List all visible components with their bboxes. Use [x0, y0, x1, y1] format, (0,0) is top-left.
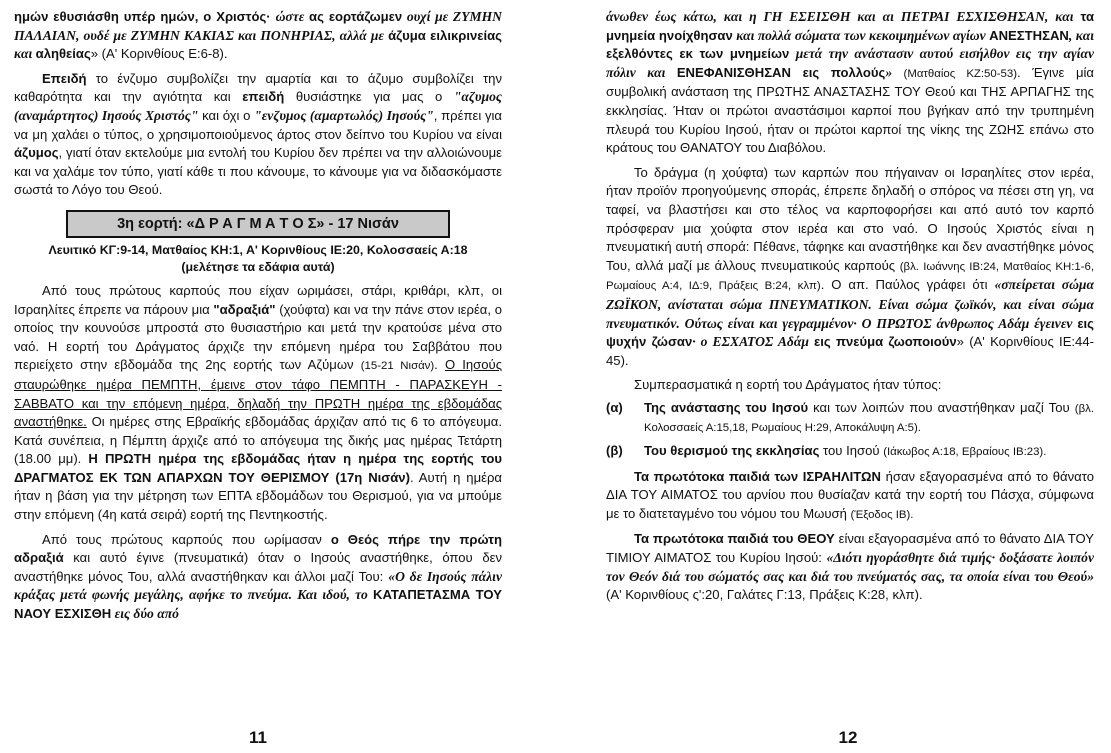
left-page: [14, 8, 502, 728]
paragraph: Τα πρωτότοκα παιδιά του ΘΕΟΥ είναι εξαγορασμένα από το θάνατο ΔΙΑ ΤΟΥ ΤΙΜΙΟΥ ΑΙΜΑΤΟΣ του Κυρίου Ιησού: «Διότι ηγοράσθητε διά τιμής· δοξάσατε λοιπόν τον Θεόν διά του σώματός σας και διά του πνεύματός σας, τα οποία είναι του Θεού» (Α' Κορινθίους ς':20, Γαλάτες Γ:13, Πράξεις Κ:28, κλπ).: [606, 531, 1094, 603]
paragraph: Επειδή το ένζυμο συμβολίζει την αμαρτία και το άζυμο συμβολίζει την καθαρότητα και την αγιότητα και επειδή θυσιάστηκε για μας ο "αζυμος (αναμάρτητος) Ιησούς Χριστός" και όχι ο "ενζυμος (αμαρτωλός) Ιησούς", πρέπει για να μη χαλάει ο τύπος, ο χρησιμοποιούμενος άρτος στον δείπνο του Κυρίου να είναι άζυμος, γιατί όταν εκτελούμε μια εντολή του Κυρίου δεν πρέπει να την αλλοιώνουμε και να χαλάμε τον τύπο, γιατί κάθε τι που κάνουμε, το κάνουμε για να διδασκόμαστε σωστά το Λόγο του Θεού.: [14, 70, 502, 198]
scripture-references: Λευιτικό ΚΓ:9-14, Ματθαίος ΚΗ:1, Α' Κορινθίους ΙΕ:20, Κολοσσαείς Α:18: [48, 242, 468, 257]
study-note: (μελέτησε τα εδάφια αυτά): [181, 259, 335, 274]
paragraph: Συμπερασματικά η εορτή του Δράγματος ήταν τύπος:: [634, 377, 942, 393]
paragraph: Από τους πρώτους καρπούς που είχαν ωριμάσει, στάρι, κριθάρι, κλπ, οι Ισραηλίτες έπρεπε να πάρουν μια "αδραξιά" (χούφτα) και να την πάνε στον ιερέα, ο οποίος την κουνούσε μπροστά στο θυσιαστήριο και μετά την κρατούσε μένα στο ναό. Η εορτή του Δράγματος άρχιζε την επόμενη ημέρα του Σαββάτου που περιείχετο στην εβδομάδα της 2ης εορτής των Αζύμων (15-21 Νισάν). Ο Ιησούς σταυρώθηκε ημέρα ΠΕΜΠΤΗ, έμεινε στον τάφο ΠΕΜΠΤΗ - ΠΑΡΑΣΚΕΥΗ - ΣΑΒΒΑΤΟ και την επόμενη ημέρα, δηλαδή την ΠΡΩΤΗ ημέρα της εβδομάδας αναστήθηκε. Οι ημέρες στης Εβραϊκής εβδομάδας άρχιζαν από τις 6 το απόγευμα. Κατά συνέπεια, η Πέμπτη άρχιζε από το απόγευμα της δικής μας ημέρας Τετάρτη (18.00 μμ). Η ΠΡΩΤΗ ημέρα της εβδομάδας ήταν η ημέρα της εορτής του ΔΡΑΓΜΑΤΟΣ ΕΚ ΤΩΝ ΑΠΑΡΧΩΝ ΤΟΥ ΘΕΡΙΣΜΟΥ (17η Νισάν). Αυτή η ημέρα ήταν η βάση για την μέτρηση των ΕΠΤΑ εβδομάδων του Θερισμού, για να μπούμε στην επόμενη (4η κατά σειρά) εορτή της Πεντηκοστής.: [14, 282, 502, 523]
paragraph: άνωθεν έως κάτω, και η ΓΗ ΕΣΕΙΣΘΗ και αι ΠΕΤΡΑΙ ΕΣΧΙΣΘΗΣΑΝ, και τα μνημεία ηνοίχθησαν και πολλά σώματα των κεκοιμημένων αγίων ΑΝΕΣΤΗΣΑΝ, και εξελθόντες εκ των μνημείων μετά την ανάστασιν αυτού εισήλθον εις την αγίαν πόλιν και ΕΝΕΦΑΝΙΣΘΗΣΑΝ εις πολλούς» (Ματθαίος ΚΖ:50-53). Έγινε μία συμβολική ανάσταση της ΠΡΩΤΗΣ ΑΝΑΣΤΑΣΗΣ ΤΟΥ Θεού και ΤΗΣ ΑΡΠΑΓΗΣ της εκκλησίας. Ήταν οι πρώτοι αναστάσιμοι καρποί που βγήκαν από την τρυπημένη πλευρά του Κυρίου Ιησού, ήταν οι πρώτοι καρποί της νίκης της ΖΩΗΣ επάνω στο κράτους του ΘΑΝΑΤΟΥ του Διαβόλου.: [606, 9, 1094, 156]
paragraph: Το δράγμα (η χούφτα) των καρπών που πήγαιναν οι Ισραηλίτες στον ιερέα, ήταν προϊόν προηγούμενης σποράς, έπρεπε δηλαδή ο σπόρος να πέσει στη γη, να ταφεί, να βλαστήσει και στο τέλος να καρποφορήσει και από αυτό τον καρπό πρόσφεραν μια χούφτα στον ιερέα και στο ναό. Ο Ιησούς Χριστός είναι η πνευματική αυτή σπορά: Πέθανε, τάφηκε και αναστήθηκε και δεν αναστήθηκε μόνος Του, αλλά μαζί με άλλους πνευματικούς καρπούς (βλ. Ιωάννης ΙΒ:24, Ματθαίος ΚΗ:1-6, Ρωμαίους Α:4, ΙΔ:9, Πράξεις Β:24, κλπ). Ο απ. Παύλος γράφει ότι «σπείρεται σώμα ΖΩΪΚΟΝ, ανίσταται σώμα ΠΝΕΥΜΑΤΙΚΟΝ. Είναι σώμα ζωϊκόν, και είναι σώμα πνευματικόν. Ούτως είναι και γεγραμμένον· Ο ΠΡΩΤΟΣ άνθρωπος Αδάμ έγεινεν εις ψυχήν ζώσαν· ο ΕΣΧΑΤΟΣ Αδάμ εις πνεύμα ζωοποιούν» (Α' Κορινθίους ΙΕ:44-45).: [606, 164, 1094, 368]
page-number: 12: [838, 728, 858, 747]
paragraph: Από τους πρώτους καρπούς που ωρίμασαν ο Θεός πήρε την πρώτη αδραξιά και αυτό έγινε (πνευματικά) όταν ο Ιησούς αναστήθηκε, όπου δεν αναστήθηκε μόνος Του, αλλά αναστήθηκαν και άλλοι μαζί Του: «Ο δε Ιησούς πάλιν κράξας μετά φωνής μεγάλης, αφήκε το πνεύμα. Και ιδού, το ΚΑΤΑΠΕΤΑΣΜΑ ΤΟΥ ΝΑΟΥ ΕΣΧΙΣΘΗ εις δύο από: [14, 531, 502, 622]
paragraph: ημών εθυσιάσθη υπέρ ημών, ο Χριστός· ώστε ας εορτάζωμεν ουχί με ΖΥΜΗΝ ΠΑΛΑΙΑΝ, ουδέ με ΖΥΜΗΝ ΚΑΚΙΑΣ και ΠΟΝΗΡΙΑΣ, αλλά με άζυμα ειλικρινείας και αληθείας» (Α' Κορινθίους Ε:6-8).: [14, 9, 502, 62]
paragraph: Τα πρωτότοκα παιδιά των ΙΣΡΑΗΛΙΤΩΝ ήσαν εξαγορασμένα από το θάνατο ΔΙΑ ΤΟΥ ΑΙΜΑΤΟΣ του αρνίου που θυσίαζαν κατά την εορτή του Πάσχα, σύμφωνα με το διατεταγμένο του νόμου του Μωυσή (Έξοδος ΙΒ).: [606, 468, 1094, 521]
list-item: (α) Της ανάστασης του Ιησού και των λοιπών που αναστήθηκαν μαζί Του (βλ. Κολοσσαείς Α:15,18, Ρωμαίους Η:29, Αποκάλυψη Α:5).: [606, 399, 1094, 438]
right-page: [606, 8, 1094, 728]
list-marker: (β): [606, 443, 623, 459]
page-number: 11: [249, 728, 267, 747]
section-heading: 3η εορτή: «Δ Ρ Α Γ Μ Α Τ Ο Σ» - 17 Νισάν: [66, 210, 450, 238]
list-item: (β) Του θερισμού της εκκλησίας του Ιησού (Ιάκωβος Α:18, Εβραίους ΙΒ:23).: [606, 442, 1094, 462]
list-marker: (α): [606, 399, 623, 415]
